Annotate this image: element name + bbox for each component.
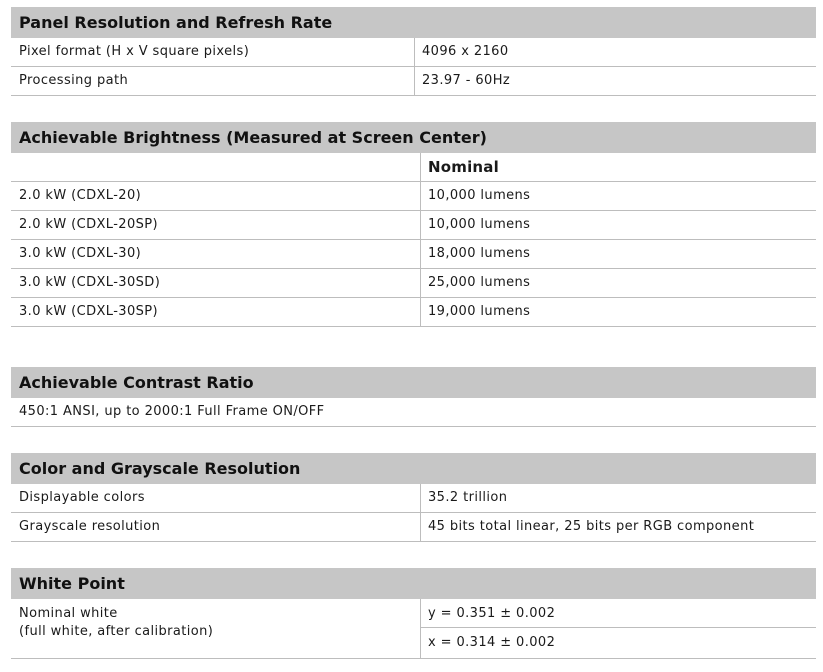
row-label (11, 599, 420, 658)
contrast-text: 450:1 ANSI, up to 2000:1 Full Frame ON/OFF (11, 398, 816, 427)
row-label: 3.0 kW (CDXL-30SD) (19, 275, 161, 290)
white-point-table (11, 568, 816, 659)
column-header-row (11, 153, 816, 182)
table-row (11, 298, 816, 327)
row-value: 10,000 lumens (420, 211, 816, 239)
row-label: Processing path (19, 73, 129, 88)
row-value: 35.2 trillion (420, 484, 816, 512)
y-value: y = 0.351 ± 0.002 (421, 599, 816, 628)
contrast-table (11, 367, 816, 427)
section-header: Achievable Contrast Ratio (11, 367, 816, 398)
table-row (11, 211, 816, 240)
color-grayscale-table (11, 453, 816, 542)
table-row (11, 240, 816, 269)
row-label: Displayable colors (19, 490, 145, 505)
table-row (11, 67, 816, 96)
x-value: x = 0.314 ± 0.002 (428, 635, 556, 650)
label-line-2: (full white, after calibration) (19, 624, 214, 639)
row-value: 25,000 lumens (420, 269, 816, 297)
table-row (11, 484, 816, 513)
row-label: Grayscale resolution (19, 519, 161, 534)
row-label: Pixel format (H x V square pixels) (19, 44, 250, 59)
row-label: 3.0 kW (CDXL-30SP) (19, 304, 158, 319)
nominal-column-header: Nominal (420, 153, 816, 181)
row-value: 45 bits total linear, 25 bits per RGB component (420, 513, 816, 541)
section-header: Color and Grayscale Resolution (11, 453, 816, 484)
panel-resolution-table (11, 7, 816, 96)
table-row (11, 182, 816, 211)
row-value: 23.97 - 60Hz (414, 67, 816, 95)
label-line-1: Nominal white (19, 606, 118, 621)
table-row (11, 269, 816, 298)
section-header: Achievable Brightness (Measured at Screen Center) (11, 122, 816, 153)
brightness-table (11, 122, 816, 327)
table-row (11, 38, 816, 67)
row-values (420, 599, 816, 658)
row-label: 3.0 kW (CDXL-30) (19, 246, 142, 261)
table-row (11, 513, 816, 542)
section-header: White Point (11, 568, 816, 599)
row-value: 19,000 lumens (420, 298, 816, 326)
row-label: 2.0 kW (CDXL-20SP) (19, 217, 158, 232)
row-label: 2.0 kW (CDXL-20) (19, 188, 142, 203)
row-value: 18,000 lumens (420, 240, 816, 268)
row-value: 4096 x 2160 (414, 38, 816, 66)
table-row (11, 599, 816, 659)
section-header: Panel Resolution and Refresh Rate (11, 7, 816, 38)
row-value: 10,000 lumens (420, 182, 816, 210)
